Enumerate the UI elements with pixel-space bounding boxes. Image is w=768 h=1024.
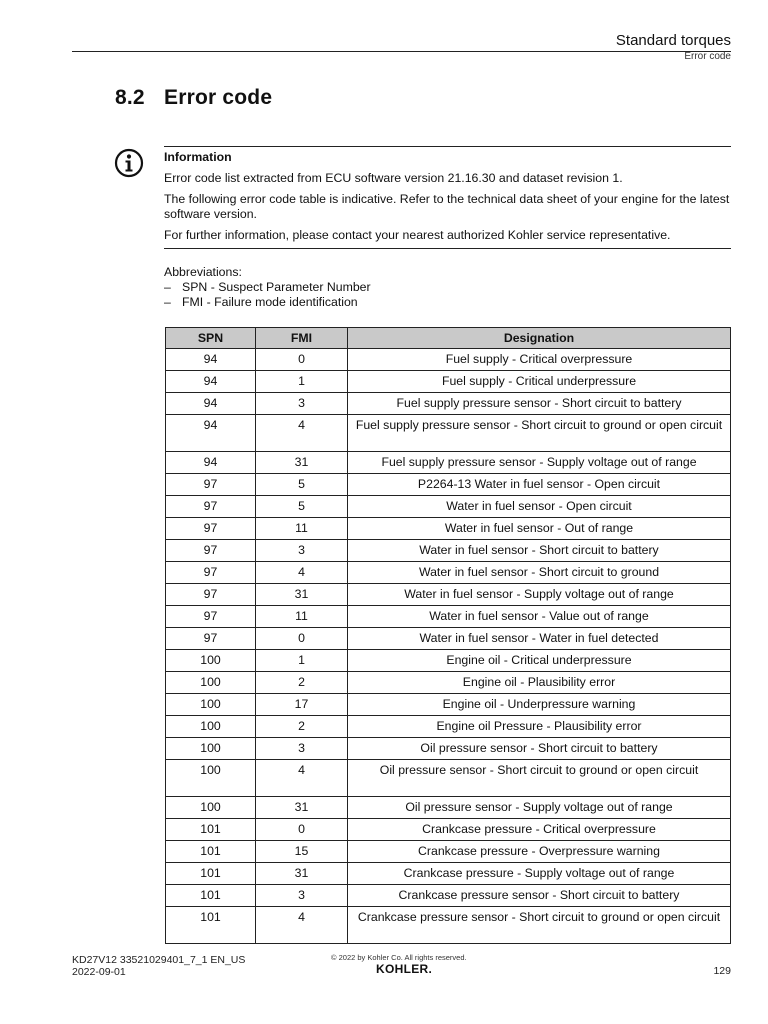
table-row	[166, 797, 731, 819]
cell-designation: Oil pressure sensor - Short circuit to battery	[348, 738, 731, 760]
cell-fmi: 0	[256, 628, 348, 650]
table-row	[166, 672, 731, 694]
section-heading	[115, 86, 272, 110]
cell-designation: Water in fuel sensor - Open circuit	[348, 496, 731, 518]
cell-designation: Crankcase pressure sensor - Short circuit to battery	[348, 885, 731, 907]
table-row	[166, 819, 731, 841]
footer-copyright: © 2022 by Kohler Co. All rights reserved.	[331, 953, 467, 962]
cell-designation: Engine oil - Underpressure warning	[348, 694, 731, 716]
cell-fmi: 17	[256, 694, 348, 716]
column-header-spn: SPN	[166, 328, 256, 349]
cell-designation: Water in fuel sensor - Short circuit to ground	[348, 562, 731, 584]
cell-fmi: 31	[256, 863, 348, 885]
header-rule	[72, 51, 731, 52]
cell-fmi: 4	[256, 415, 348, 452]
cell-spn: 97	[166, 562, 256, 584]
error-code-table	[165, 327, 731, 944]
table-row	[166, 738, 731, 760]
cell-fmi: 3	[256, 540, 348, 562]
cell-spn: 100	[166, 738, 256, 760]
cell-designation: Water in fuel sensor - Out of range	[348, 518, 731, 540]
footer-doc-info	[72, 954, 245, 978]
cell-spn: 101	[166, 819, 256, 841]
table-row	[166, 452, 731, 474]
table-row	[166, 540, 731, 562]
table-row	[166, 650, 731, 672]
table-row	[166, 371, 731, 393]
table-row	[166, 496, 731, 518]
information-paragraph: Error code list extracted from ECU software version 21.16.30 and dataset revision 1.	[164, 170, 623, 185]
cell-fmi: 11	[256, 518, 348, 540]
cell-spn: 94	[166, 349, 256, 371]
cell-fmi: 2	[256, 672, 348, 694]
cell-spn: 94	[166, 371, 256, 393]
cell-spn: 97	[166, 540, 256, 562]
cell-fmi: 5	[256, 474, 348, 496]
table-row	[166, 863, 731, 885]
abbreviations	[164, 265, 371, 310]
section-title: Error code	[164, 86, 273, 109]
cell-spn: 100	[166, 650, 256, 672]
table-row	[166, 562, 731, 584]
table-row	[166, 584, 731, 606]
abbreviations-label: Abbreviations:	[164, 265, 242, 279]
cell-spn: 101	[166, 885, 256, 907]
cell-designation: Water in fuel sensor - Value out of range	[348, 606, 731, 628]
table-row	[166, 760, 731, 797]
cell-designation: Crankcase pressure - Supply voltage out of range	[348, 863, 731, 885]
table-row	[166, 415, 731, 452]
cell-designation: Fuel supply pressure sensor - Short circuit to battery	[348, 393, 731, 415]
cell-fmi: 1	[256, 371, 348, 393]
cell-fmi: 5	[256, 496, 348, 518]
information-box	[164, 150, 731, 250]
cell-designation: Water in fuel sensor - Supply voltage out of range	[348, 584, 731, 606]
cell-fmi: 15	[256, 841, 348, 863]
cell-spn: 101	[166, 863, 256, 885]
cell-spn: 97	[166, 628, 256, 650]
cell-designation: Oil pressure sensor - Supply voltage out of range	[348, 797, 731, 819]
cell-fmi: 3	[256, 393, 348, 415]
table-row	[166, 606, 731, 628]
footer-date: 2022-09-01	[72, 966, 126, 978]
table-row	[166, 518, 731, 540]
information-paragraph: For further information, please contact your nearest authorized Kohler service representative.	[164, 228, 671, 242]
cell-spn: 97	[166, 606, 256, 628]
table-row	[166, 907, 731, 944]
cell-designation: Crankcase pressure - Overpressure warning	[348, 841, 731, 863]
cell-spn: 94	[166, 452, 256, 474]
info-top-rule	[164, 146, 731, 147]
cell-spn: 97	[166, 496, 256, 518]
cell-spn: 100	[166, 760, 256, 797]
cell-designation: Fuel supply pressure sensor - Supply voltage out of range	[348, 452, 731, 474]
cell-fmi: 4	[256, 562, 348, 584]
table-row	[166, 474, 731, 496]
table-row	[166, 694, 731, 716]
cell-designation: Fuel supply - Critical overpressure	[348, 349, 731, 371]
table-header-row	[166, 328, 731, 349]
cell-spn: 94	[166, 393, 256, 415]
cell-fmi: 0	[256, 349, 348, 371]
cell-spn: 97	[166, 584, 256, 606]
info-bottom-rule	[164, 248, 731, 249]
table-row	[166, 349, 731, 371]
cell-spn: 100	[166, 797, 256, 819]
section-number: 8.2	[115, 86, 145, 109]
cell-designation: Engine oil - Plausibility error	[348, 672, 731, 694]
cell-fmi: 11	[256, 606, 348, 628]
cell-fmi: 4	[256, 760, 348, 797]
table-row	[166, 885, 731, 907]
cell-designation: Engine oil Pressure - Plausibility error	[348, 716, 731, 738]
cell-designation: Water in fuel sensor - Water in fuel detected	[348, 628, 731, 650]
cell-designation: Oil pressure sensor - Short circuit to ground or open circuit	[348, 760, 731, 797]
table-row	[166, 628, 731, 650]
cell-spn: 100	[166, 672, 256, 694]
table-row	[166, 393, 731, 415]
cell-spn: 97	[166, 518, 256, 540]
cell-fmi: 31	[256, 584, 348, 606]
column-header-designation: Designation	[348, 328, 731, 349]
cell-fmi: 4	[256, 907, 348, 944]
cell-fmi: 31	[256, 452, 348, 474]
cell-designation: Crankcase pressure - Critical overpressure	[348, 819, 731, 841]
column-header-fmi: FMI	[256, 328, 348, 349]
cell-fmi: 0	[256, 819, 348, 841]
table-row	[166, 716, 731, 738]
cell-designation: Fuel supply pressure sensor - Short circuit to ground or open circuit	[348, 415, 731, 452]
cell-fmi: 3	[256, 738, 348, 760]
footer-doc-id: KD27V12 33521029401_7_1 EN_US	[72, 954, 246, 966]
cell-designation: Water in fuel sensor - Short circuit to battery	[348, 540, 731, 562]
abbreviation-item: – FMI - Failure mode identification	[164, 295, 358, 309]
information-heading: Information	[164, 150, 232, 164]
cell-fmi: 3	[256, 885, 348, 907]
table-body	[166, 349, 731, 944]
cell-designation: Crankcase pressure sensor - Short circuit to ground or open circuit	[348, 907, 731, 944]
page-number: 129	[713, 965, 731, 977]
cell-designation: Fuel supply - Critical underpressure	[348, 371, 731, 393]
info-circle-icon	[114, 148, 144, 178]
table-row	[166, 841, 731, 863]
abbreviation-item: – SPN - Suspect Parameter Number	[164, 280, 371, 294]
cell-designation: P2264-13 Water in fuel sensor - Open circuit	[348, 474, 731, 496]
cell-spn: 101	[166, 907, 256, 944]
cell-spn: 101	[166, 841, 256, 863]
header-title: Standard torques	[615, 32, 731, 49]
cell-spn: 100	[166, 716, 256, 738]
cell-designation: Engine oil - Critical underpressure	[348, 650, 731, 672]
cell-fmi: 31	[256, 797, 348, 819]
cell-fmi: 1	[256, 650, 348, 672]
cell-spn: 100	[166, 694, 256, 716]
cell-fmi: 2	[256, 716, 348, 738]
header-subtitle: Error code	[684, 51, 731, 62]
information-paragraph: The following error code table is indicative. Refer to the technical data sheet of your engine for the latest software version.	[164, 192, 730, 221]
cell-spn: 94	[166, 415, 256, 452]
kohler-logo: KOHLER.	[376, 962, 433, 976]
cell-spn: 97	[166, 474, 256, 496]
